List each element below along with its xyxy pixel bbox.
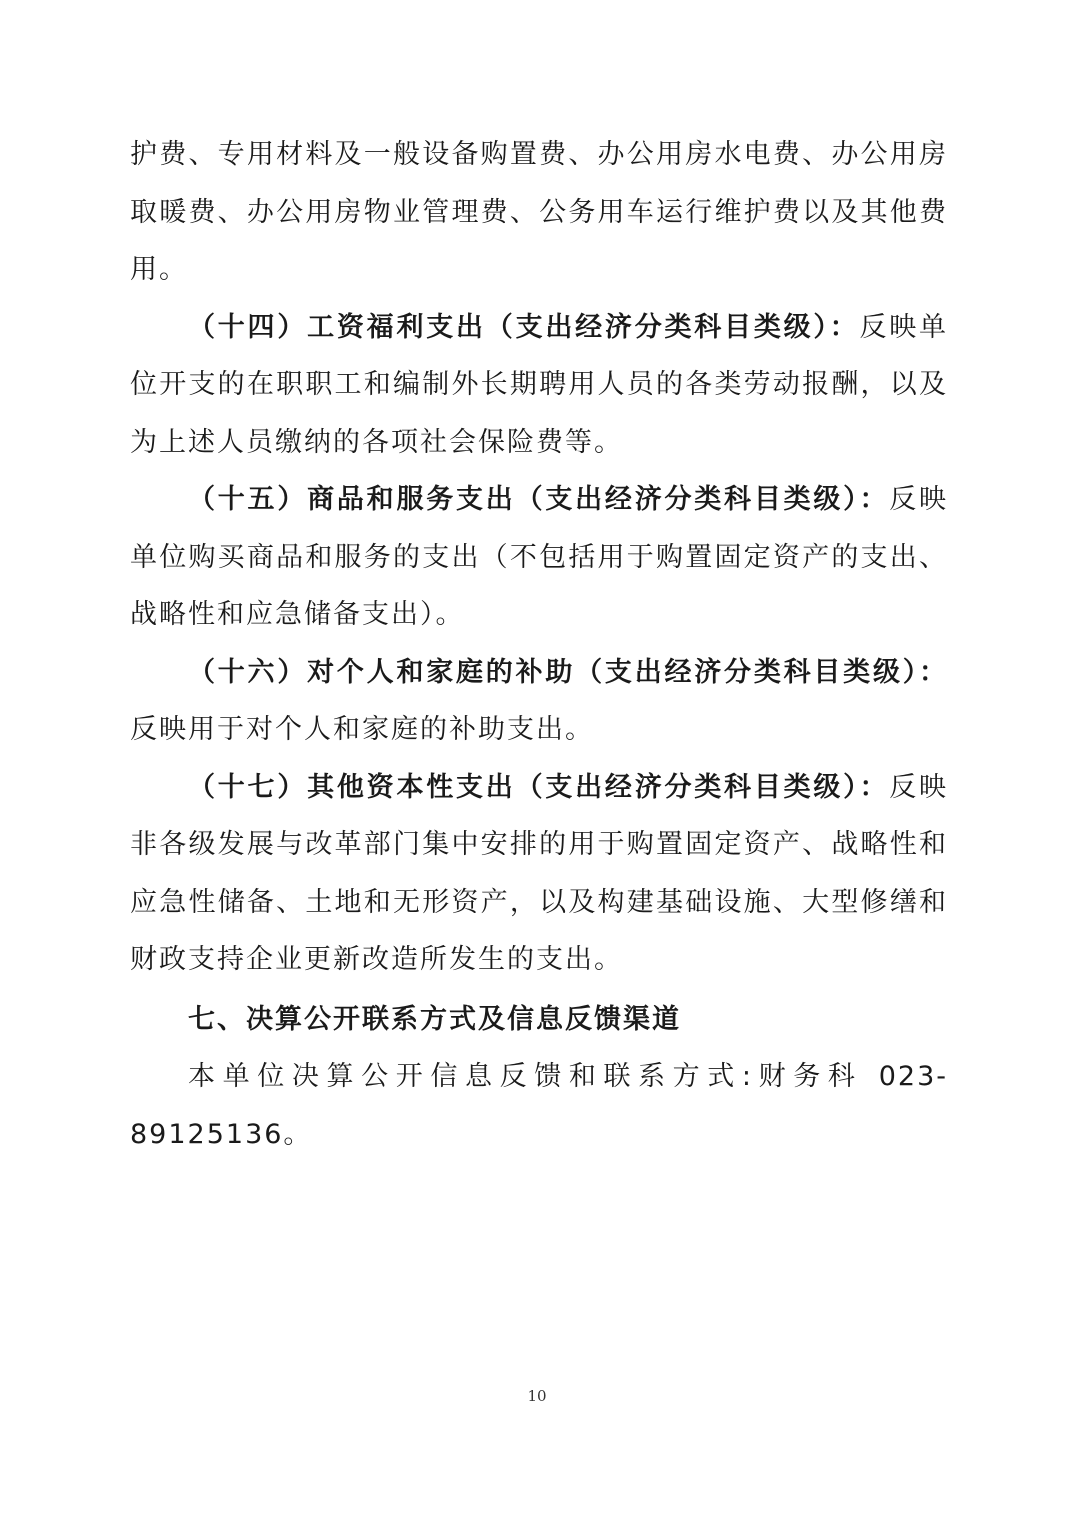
paragraph-heading: （十七）其他资本性支出（支出经济分类科目类级）： [188,771,890,803]
page-body [130,126,948,1163]
paragraph-continuation [130,126,948,299]
paragraph-heading: （十六）对个人和家庭的补助（支出经济分类科目类级）： [188,656,948,688]
paragraph-text: 护费、专用材料及一般设备购置费、办公用房水电费、办公用房取暖费、办公用房物业管理费、公务用车运行维护费以及其他费用。 [130,139,948,285]
paragraph-contact [130,1048,948,1163]
paragraph-text: 反映用于对个人和家庭的补助支出。 [130,714,594,745]
paragraph-heading: （十四）工资福利支出（支出经济分类科目类级）： [188,311,860,343]
paragraph-text: 反映非各级发展与改革部门集中安排的用于购置固定资产、战略性和应急性储备、土地和无形资产，以及构建基础设施、大型修缮和财政支持企业更新改造所发生的支出。 [130,771,949,975]
paragraph-wage-welfare [130,299,948,472]
paragraph-text: 本单位决算公开信息反馈和联系方式:财务科 023-89125136。 [130,1061,948,1150]
paragraph-text: 反映单位开支的在职职工和编制外长期聘用人员的各类劳动报酬，以及为上述人员缴纳的各项社会保险费等。 [130,311,949,458]
paragraph-other-capital [130,759,948,989]
paragraph-goods-services [130,471,948,644]
section-title: 七、决算公开联系方式及信息反馈渠道 [188,1003,681,1035]
paragraph-text: 反映单位购买商品和服务的支出（不包括用于购置固定资产的支出、战略性和应急储备支出）。 [130,484,949,630]
page-number: 10 [527,1387,547,1405]
paragraph-household-subsidy [130,644,948,759]
paragraph-heading: （十五）商品和服务支出（支出经济分类科目类级）： [188,484,890,515]
